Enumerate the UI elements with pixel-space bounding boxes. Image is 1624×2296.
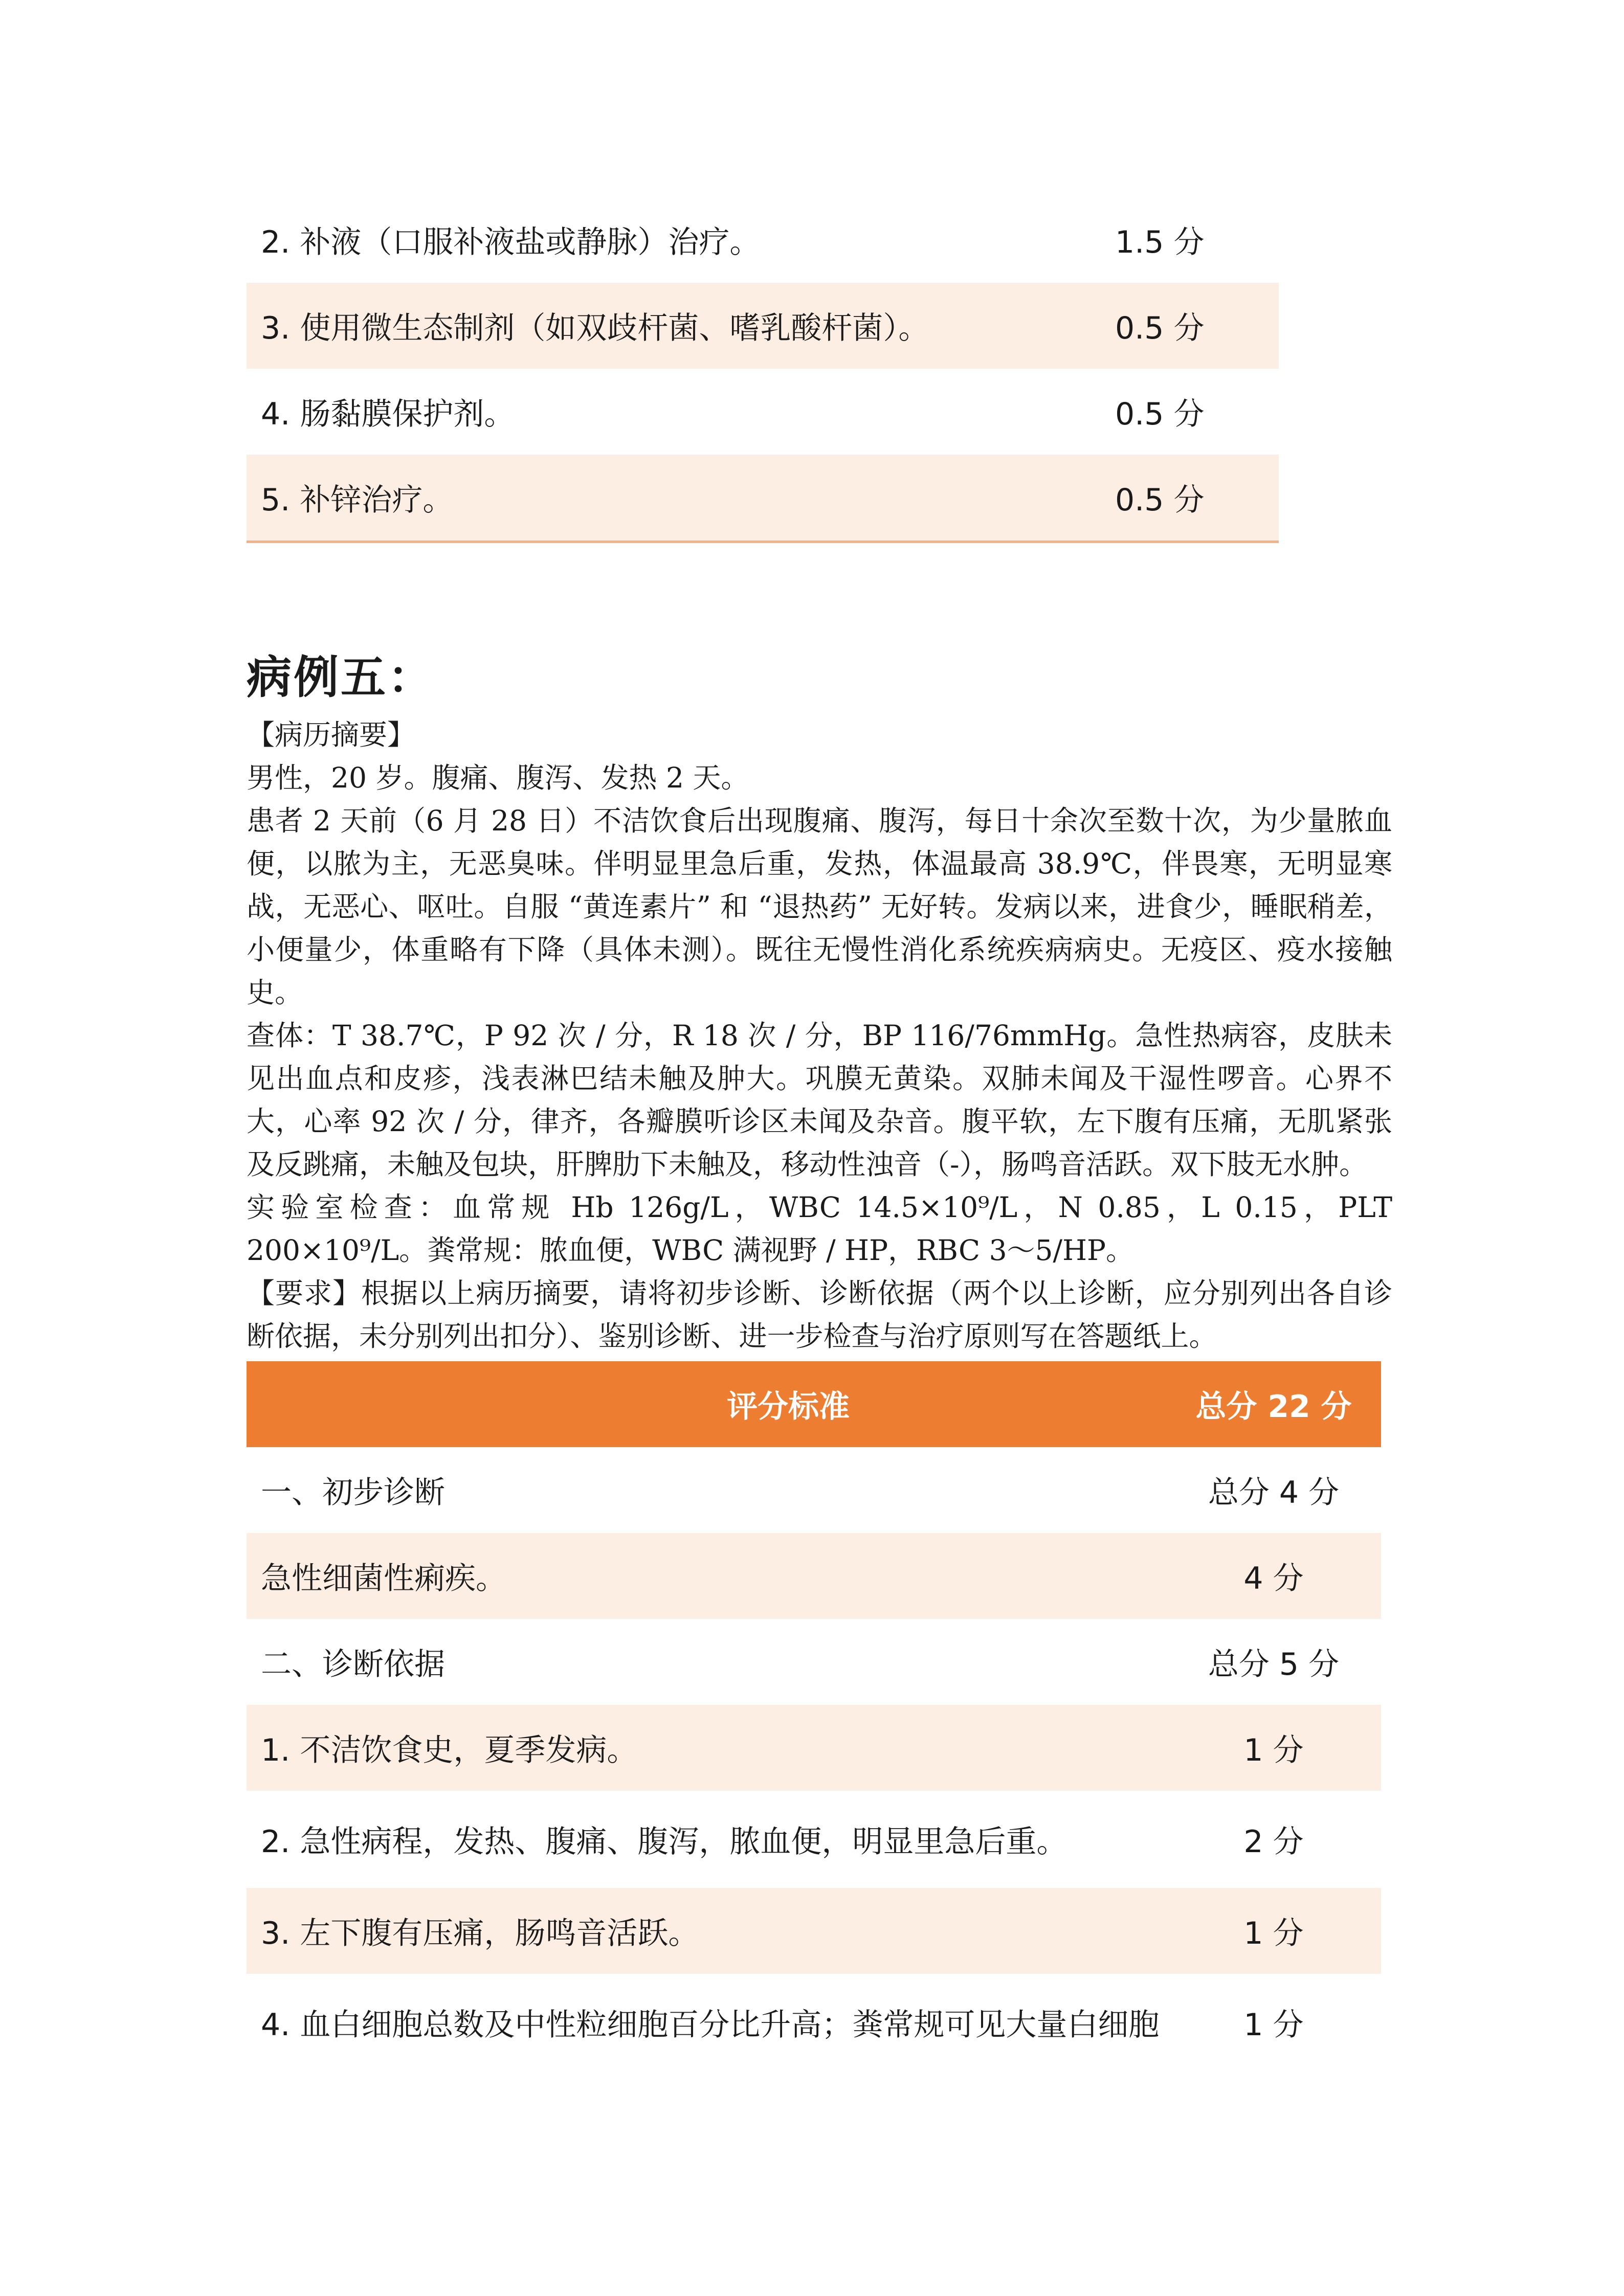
table-row	[247, 283, 1279, 369]
row-item: 急性细菌性痢疾。	[261, 1561, 506, 1596]
scoring-table	[247, 1361, 1381, 2071]
row-score: 2 分	[1243, 1824, 1304, 1860]
row-item: 二、诊断依据	[261, 1647, 445, 1682]
row-item: 2. 补液（口服补液盐或静脉）治疗。	[261, 224, 761, 260]
requirement-paragraph: 【要求】根据以上病历摘要，请将初步诊断、诊断依据（两个以上诊断，应分别列出各自诊断依据，未分别列出扣分）、鉴别诊断、进一步检查与治疗原则写在答题纸上。	[247, 1277, 1392, 1353]
exam-paragraph: 查体：T 38.7℃，P 92 次 / 分，R 18 次 / 分，BP 116/76mmHg。急性热病容，皮肤未见出血点和皮疹，浅表淋巴结未触及肿大。巩膜无黄染。双肺未闻及干湿性啰音。心界不大，心率 92 次 / 分，律齐，各瓣膜听诊区未闻及杂音。腹平软，左下腹有压痛，无肌紧张及反跳痛，未触及包块，肝脾肋下未触及，移动性浊音（-），肠鸣音活跃。双下肢无水肿。	[247, 1019, 1392, 1181]
table-row	[247, 1533, 1381, 1619]
header-score: 总分 22 分	[1195, 1389, 1352, 1425]
table-row	[247, 369, 1279, 455]
table-row	[247, 1974, 1381, 2071]
row-score: 1 分	[1243, 2007, 1304, 2043]
table-row	[247, 197, 1279, 283]
treatment-score-table	[247, 197, 1279, 543]
row-item: 2. 急性病程，发热、腹痛、腹泻，脓血便，明显里急后重。	[261, 1824, 1067, 1860]
row-score: 1.5 分	[1115, 224, 1205, 260]
table-header	[247, 1361, 1381, 1447]
table-row	[247, 1791, 1381, 1888]
table-row	[247, 1447, 1381, 1533]
row-item: 一、初步诊断	[261, 1475, 445, 1511]
row-score: 0.5 分	[1115, 310, 1205, 346]
lab-paragraph: 实验室检查：血常规 Hb 126g/L，WBC 14.5×10⁹/L，N 0.85，L 0.15，PLT 200×10⁹/L。粪常规：脓血便，WBC 满视野 / HP，RBC 3～5/HP。	[247, 1191, 1392, 1267]
row-item: 3. 使用微生态制剂（如双歧杆菌、嗜乳酸杆菌）。	[261, 310, 929, 346]
row-item: 5. 补锌治疗。	[261, 482, 454, 518]
case-summary	[247, 713, 1392, 1358]
history-paragraph: 患者 2 天前（6 月 28 日）不洁饮食后出现腹痛、腹泻，每日十余次至数十次，为少量脓血便，以脓为主，无恶臭味。伴明显里急后重，发热，体温最高 38.9℃，伴畏寒，无明显寒战，无恶心、呕吐。自服 “黄连素片” 和 “退热药” 无好转。发病以来，进食少，睡眠稍差，小便量少，体重略有下降（具体未测）。既往无慢性消化系统疾病病史。无疫区、疫水接触史。	[247, 804, 1392, 1009]
case-title: 病例五：	[247, 650, 435, 704]
row-score: 0.5 分	[1115, 396, 1205, 432]
row-score: 1 分	[1243, 1732, 1304, 1768]
row-score: 总分 4 分	[1208, 1475, 1340, 1511]
summary-heading: 【病历摘要】	[247, 718, 416, 751]
row-item: 1. 不洁饮食史，夏季发病。	[261, 1732, 638, 1768]
row-item: 4. 血白细胞总数及中性粒细胞百分比升高；粪常规可见大量白细胞	[261, 2007, 1160, 2043]
row-item: 4. 肠黏膜保护剂。	[261, 396, 515, 432]
row-score: 总分 5 分	[1208, 1647, 1340, 1682]
table-row	[247, 1619, 1381, 1705]
header-label: 评分标准	[727, 1389, 850, 1425]
table-row	[247, 1705, 1381, 1791]
row-score: 1 分	[1243, 1916, 1304, 1951]
table-row	[247, 1888, 1381, 1974]
table-row	[247, 455, 1279, 541]
row-item: 3. 左下腹有压痛，肠鸣音活跃。	[261, 1916, 699, 1951]
patient-line: 男性，20 岁。腹痛、腹泻、发热 2 天。	[247, 761, 749, 794]
row-score: 0.5 分	[1115, 482, 1205, 518]
row-score: 4 分	[1243, 1561, 1304, 1596]
